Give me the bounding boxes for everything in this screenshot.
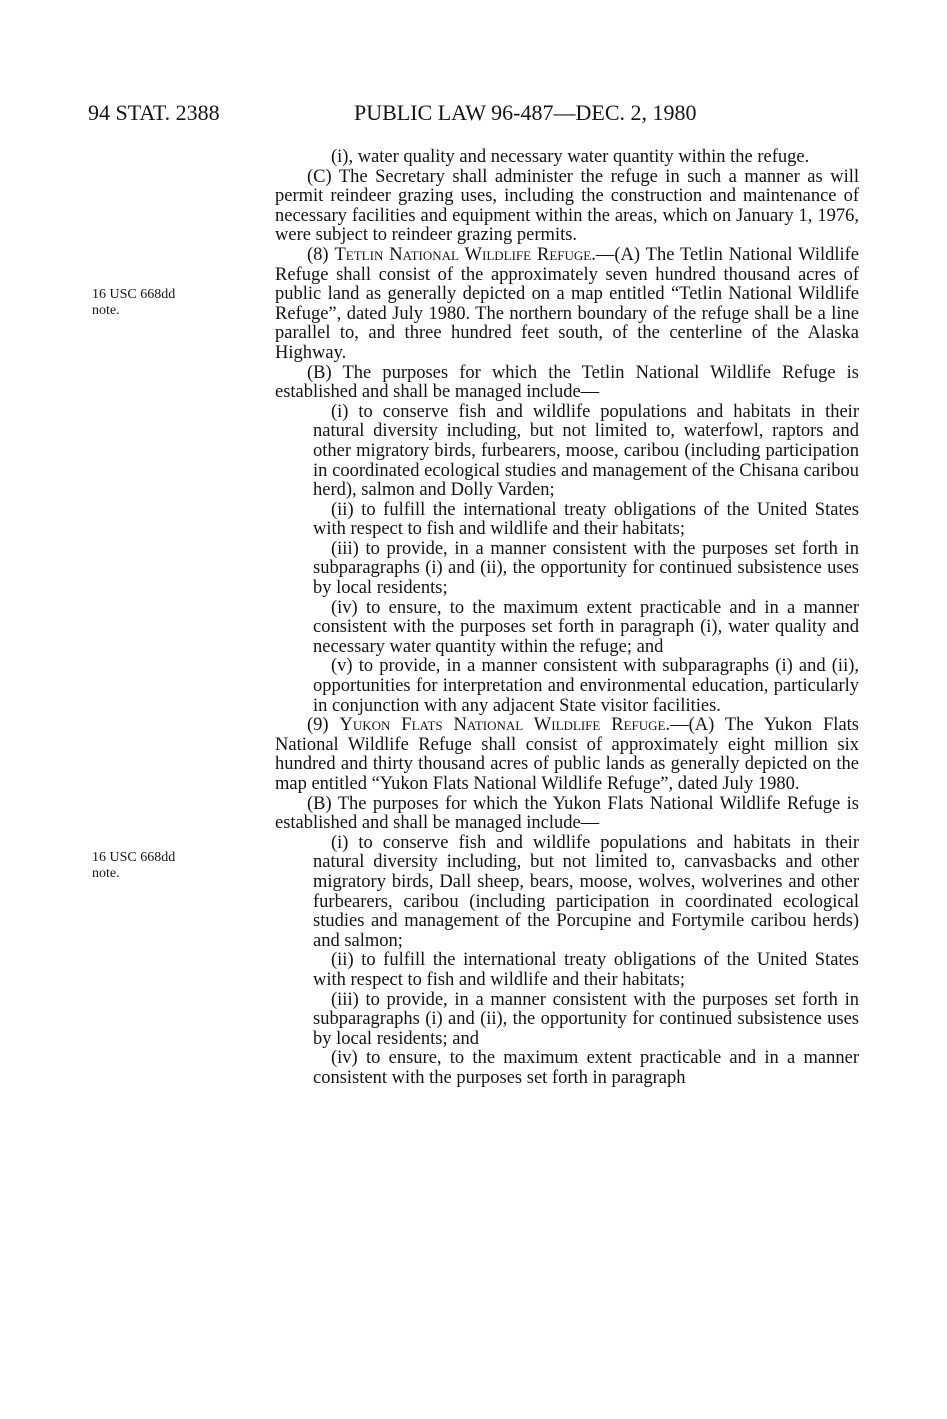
paragraph: (B) The purposes for which the Yukon Flats National Wildlife Refuge is established and shall be managed include— bbox=[275, 793, 859, 834]
section-text: —(A) The Yukon Flats National Wildlife Refuge shall consist of approximately eight million six hundred and thirty thousand acres of public lands as generally depicted on the map entitled “Yukon Flats National Wildlife Refuge”, dated July 1980. bbox=[275, 715, 859, 794]
section-text: —(A) The Tetlin National Wildlife Refuge shall consist of the approximately seven hundred thousand acres of public land as generally depicted on a map entitled “Tetlin National Wildlife Refuge”, dated July 1980. The northern boundary of the refuge shall be a line parallel to, and three hundred feet south, of the centerline of the Alaska Highway. bbox=[275, 244, 859, 363]
list-item: (i) to conserve fish and wildlife populations and habitats in their natural diversity including, but not limited to, waterfowl, raptors and other migratory birds, furbearers, moose, caribou (including participation in coordinated ecological studies and management of the Chisana caribou herd), salmon and Dolly Varden; bbox=[313, 401, 859, 501]
statute-citation: 94 STAT. 2388 bbox=[88, 100, 220, 125]
page-header bbox=[88, 98, 858, 128]
section-title: Tetlin National Wildlife Refuge. bbox=[334, 244, 596, 265]
list-item: (iii) to provide, in a manner consistent with the purposes set forth in subparagraphs (i) and (ii), the opportunity for continued subsistence uses by local residents; bbox=[313, 538, 859, 599]
law-title: PUBLIC LAW 96-487—DEC. 2, 1980 bbox=[354, 100, 697, 125]
list-item: (iv) to ensure, to the maximum extent practicable and in a manner consistent with the purposes set forth in paragraph bbox=[313, 1048, 859, 1088]
list-item: (ii) to fulfill the international treaty obligations of the United States with respect to fish and wildlife and their habitats; bbox=[313, 950, 859, 990]
margin-note-label: note. bbox=[92, 303, 120, 318]
list-item: (i) to conserve fish and wildlife populations and habitats in their natural diversity including, but not limited to, canvasbacks and other migratory birds, Dall sheep, bears, moose, wolves, wolverines and other furbearers, caribou (including participation in coordinated ecological studies and management of the Porcupine and Fortymile caribou herds) and salmon; bbox=[313, 832, 859, 951]
section-number: (8) bbox=[307, 244, 329, 265]
margin-note-label: note. bbox=[92, 866, 120, 881]
margin-note-8 bbox=[92, 287, 232, 319]
list-item: (iii) to provide, in a manner consistent with the purposes set forth in subparagraphs (i) and (ii), the opportunity for continued subsistence uses by local residents; and bbox=[313, 989, 859, 1049]
list-item: (ii) to fulfill the international treaty obligations of the United States with respect to fish and wildlife and their habitats; bbox=[313, 499, 859, 540]
paragraph: (B) The purposes for which the Tetlin National Wildlife Refuge is established and shall be managed include— bbox=[275, 362, 859, 403]
section-9-paragraph bbox=[275, 716, 859, 794]
paragraph: (i), water quality and necessary water quantity within the refuge. bbox=[331, 147, 810, 167]
margin-note-citation: 16 USC 668dd bbox=[92, 850, 176, 865]
margin-note-9 bbox=[92, 850, 232, 882]
section-number: (9) bbox=[307, 715, 329, 736]
section-title: Yukon Flats National Wildlife Refuge. bbox=[339, 715, 671, 736]
list-item: (v) to provide, in a manner consistent with subparagraphs (i) and (ii), opportunities for interpretation and environmental education, particularly in conjunction with any adjacent State visitor facilities. bbox=[313, 656, 859, 716]
list-item: (iv) to ensure, to the maximum extent practicable and in a manner consistent with the purposes set forth in paragraph (i), water quality and necessary water quantity within the refuge; and bbox=[313, 597, 859, 657]
section-8-paragraph bbox=[275, 246, 859, 364]
margin-note-citation: 16 USC 668dd bbox=[92, 287, 176, 302]
statute-body bbox=[275, 148, 859, 1089]
paragraph: (C) The Secretary shall administer the refuge in such a manner as will permit reindeer grazing uses, including the construction and maintenance of necessary facilities and equipment within the areas, which on January 1, 1976, were subject to reindeer grazing permits. bbox=[275, 166, 859, 246]
